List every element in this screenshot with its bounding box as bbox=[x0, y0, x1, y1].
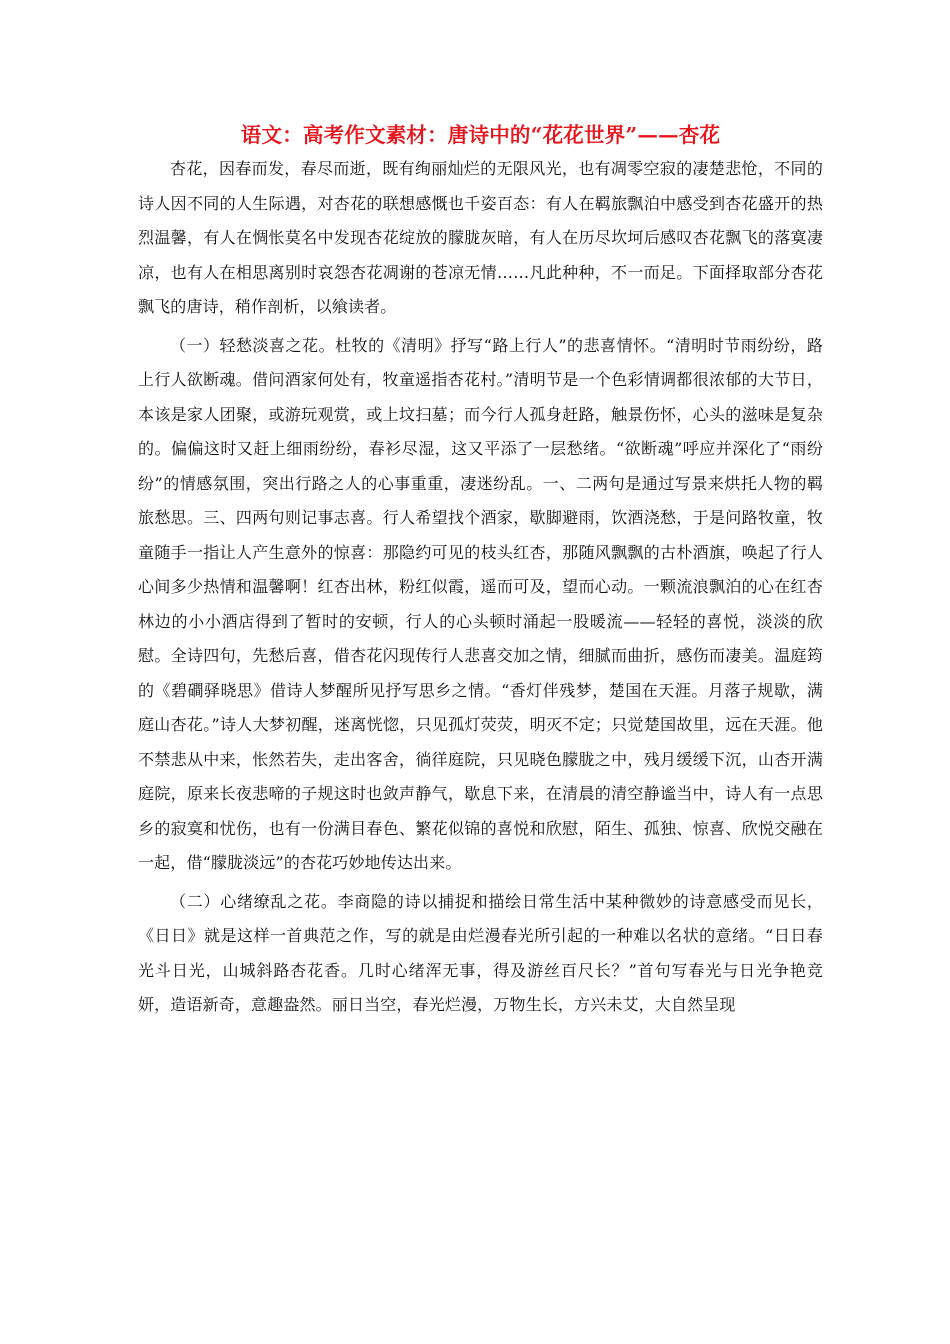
paragraph-intro: 杏花，因春而发，春尽而逝，既有绚丽灿烂的无限风光，也有凋零空寂的凄楚悲怆，不同的诗人因不同的人生际遇，对杏花的联想感慨也千姿百态：有人在羁旅飘泊中感受到杏花盛开的热烈温馨，有人在惆怅莫名中发现杏花绽放的朦胧灰暗，有人在历尽坎坷后感叹杏花飘飞的落寞凄凉，也有人在相思离别时哀怨杏花凋谢的苍凉无情……凡此种种，不一而足。下面择取部分杏花飘飞的唐诗，稍作剖析，以飨读者。 bbox=[138, 159, 823, 316]
paragraph-section-2: （二）心绪缭乱之花。李商隐的诗以捕捉和描绘日常生活中某种微妙的诗意感受而见长，《日日》就是这样一首典范之作，写的就是由烂漫春光所引起的一种难以名状的意绪。“日日春光斗日光，山城斜路杏花香。几时心绪浑无事，得及游丝百尺长？”首句写春光与日光争艳竞妍，造语新奇，意趣盎然。丽日当空，春光烂漫，万物生长，方兴未艾，大自然呈现 bbox=[138, 891, 823, 1014]
document-page bbox=[138, 118, 823, 1023]
document-title: 语文：高考作文素材：唐诗中的“花花世界”——杏花 bbox=[240, 123, 721, 147]
paragraph-section-1: （一）轻愁淡喜之花。杜牧的《清明》抒写“路上行人”的悲喜情怀。“清明时节雨纷纷，路上行人欲断魂。借问酒家何处有，牧童遥指杏花村。”清明节是一个色彩情调都很浓郁的大节日，本该是家人团聚，或游玩观赏，或上坟扫墓；而今行人孤身赶路，触景伤怀，心头的滋味是复杂的。偏偏这时又赶上细雨纷纷，春衫尽湿，这又平添了一层愁绪。“欲断魂”呼应并深化了“雨纷纷”的情感氛围，突出行路之人的心事重重，凄迷纷乱。一、二两句是通过写景来烘托人物的羁旅愁思。三、四两句则记事志喜。行人希望找个酒家，歇脚避雨，饮酒浇愁，于是问路牧童，牧童随手一指让人产生意外的惊喜：那隐约可见的枝头红杏，那随风飘飘的古朴酒旗，唤起了行人心间多少热情和温馨啊！红杏出林，粉红似霞，遥而可及，望而心动。一颗流浪飘泊的心在红杏林边的小小酒店得到了暂时的安顿，行人的心头顿时涌起一股暖流——轻轻的喜悦，淡淡的欣慰。全诗四句，先愁后喜，借杏花闪现传行人悲喜交加之情，细腻而曲折，感伤而凄美。温庭筠的《碧磵驿晓思》借诗人梦醒所见抒写思乡之情。“香灯伴残梦，楚国在天涯。月落子规歇，满庭山杏花。”诗人大梦初醒，迷离恍惚，只见孤灯荧荧，明灭不定；只觉楚国故里，远在天涯。他不禁悲从中来，怅然若失，走出客舍，徜徉庭院，只见晓色朦胧之中，残月缓缓下沉，山杏开满庭院，原来长夜悲啼的子规这时也敛声静气，歇息下来，在清晨的清空静谧当中，诗人有一点思乡的寂寞和忧伤，也有一份满目春色、繁花似锦的喜悦和欣慰，陌生、孤独、惊喜、欣悦交融在一起，借“朦胧淡远”的杏花巧妙地传达出来。 bbox=[138, 335, 823, 872]
